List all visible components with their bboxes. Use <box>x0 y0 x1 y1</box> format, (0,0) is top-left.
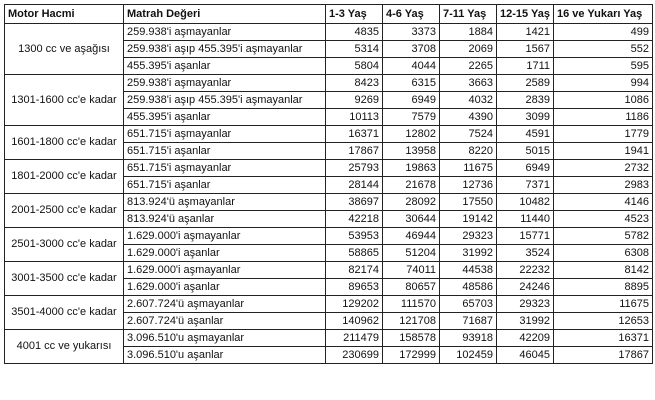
tax-value-cell: 42209 <box>497 330 554 347</box>
tax-value-cell: 82174 <box>326 262 383 279</box>
tax-value-cell: 12736 <box>440 177 497 194</box>
tax-value-cell: 3373 <box>383 24 440 41</box>
tax-value-cell: 13958 <box>383 143 440 160</box>
tax-value-cell: 10113 <box>326 109 383 126</box>
tax-value-cell: 499 <box>554 24 653 41</box>
table-row <box>5 262 653 279</box>
tax-value-cell: 51204 <box>383 245 440 262</box>
tax-value-cell: 2732 <box>554 160 653 177</box>
tax-value-cell: 1421 <box>497 24 554 41</box>
tax-value-cell: 4146 <box>554 194 653 211</box>
tax-value-cell: 994 <box>554 75 653 92</box>
matrah-degeri-cell: 1.629.000'i aşanlar <box>124 245 326 262</box>
tax-value-cell: 1779 <box>554 126 653 143</box>
tax-value-cell: 48586 <box>440 279 497 296</box>
tax-value-cell: 29323 <box>497 296 554 313</box>
tax-value-cell: 65703 <box>440 296 497 313</box>
header-motor-hacmi: Motor Hacmi <box>5 5 124 24</box>
tax-value-cell: 2589 <box>497 75 554 92</box>
tax-value-cell: 11440 <box>497 211 554 228</box>
tax-value-cell: 3099 <box>497 109 554 126</box>
motor-hacmi-cell: 4001 cc ve yukarısı <box>5 330 124 364</box>
tax-value-cell: 4523 <box>554 211 653 228</box>
matrah-degeri-cell: 259.938'i aşmayanlar <box>124 24 326 41</box>
tax-value-cell: 7579 <box>383 109 440 126</box>
tax-value-cell: 93918 <box>440 330 497 347</box>
table-row <box>5 228 653 245</box>
tax-value-cell: 74011 <box>383 262 440 279</box>
tax-value-cell: 19863 <box>383 160 440 177</box>
tax-value-cell: 5804 <box>326 58 383 75</box>
tax-value-cell: 4591 <box>497 126 554 143</box>
matrah-degeri-cell: 3.096.510'u aşanlar <box>124 347 326 364</box>
tax-value-cell: 17867 <box>326 143 383 160</box>
tax-value-cell: 595 <box>554 58 653 75</box>
tax-value-cell: 80657 <box>383 279 440 296</box>
tax-value-cell: 31992 <box>440 245 497 262</box>
tax-value-cell: 230699 <box>326 347 383 364</box>
table-row <box>5 126 653 143</box>
tax-value-cell: 17867 <box>554 347 653 364</box>
motor-hacmi-cell: 3501-4000 cc'e kadar <box>5 296 124 330</box>
header-16-ve-yukari-yas: 16 ve Yukarı Yaş <box>554 5 653 24</box>
header-12-15-yas: 12-15 Yaş <box>497 5 554 24</box>
tax-value-cell: 1941 <box>554 143 653 160</box>
tax-value-cell: 1711 <box>497 58 554 75</box>
table-row <box>5 330 653 347</box>
tax-value-cell: 21678 <box>383 177 440 194</box>
tax-value-cell: 3524 <box>497 245 554 262</box>
motor-hacmi-cell: 1301-1600 cc'e kadar <box>5 75 124 126</box>
tax-value-cell: 3663 <box>440 75 497 92</box>
tax-value-cell: 24246 <box>497 279 554 296</box>
matrah-degeri-cell: 2.607.724'ü aşmayanlar <box>124 296 326 313</box>
matrah-degeri-cell: 259.938'i aşıp 455.395'i aşmayanlar <box>124 41 326 58</box>
tax-value-cell: 22232 <box>497 262 554 279</box>
matrah-degeri-cell: 1.629.000'i aşanlar <box>124 279 326 296</box>
tax-value-cell: 28144 <box>326 177 383 194</box>
tax-value-cell: 4390 <box>440 109 497 126</box>
matrah-degeri-cell: 1.629.000'i aşmayanlar <box>124 228 326 245</box>
matrah-degeri-cell: 259.938'i aşmayanlar <box>124 75 326 92</box>
tax-value-cell: 11675 <box>554 296 653 313</box>
matrah-degeri-cell: 455.395'i aşanlar <box>124 109 326 126</box>
header-matrah-degeri: Matrah Değeri <box>124 5 326 24</box>
tax-value-cell: 15771 <box>497 228 554 245</box>
table-row <box>5 194 653 211</box>
tax-value-cell: 12802 <box>383 126 440 143</box>
tax-value-cell: 9269 <box>326 92 383 109</box>
tax-value-cell: 140962 <box>326 313 383 330</box>
tax-value-cell: 3708 <box>383 41 440 58</box>
tax-value-cell: 5782 <box>554 228 653 245</box>
tax-value-cell: 172999 <box>383 347 440 364</box>
motor-hacmi-cell: 1300 cc ve aşağısı <box>5 24 124 75</box>
motor-hacmi-cell: 2501-3000 cc'e kadar <box>5 228 124 262</box>
tax-value-cell: 4835 <box>326 24 383 41</box>
motor-hacmi-cell: 3001-3500 cc'e kadar <box>5 262 124 296</box>
header-4-6-yas: 4-6 Yaş <box>383 5 440 24</box>
tax-value-cell: 89653 <box>326 279 383 296</box>
header-row <box>5 5 653 24</box>
tax-value-cell: 25793 <box>326 160 383 177</box>
tax-value-cell: 38697 <box>326 194 383 211</box>
tax-value-cell: 4032 <box>440 92 497 109</box>
tax-value-cell: 6949 <box>383 92 440 109</box>
matrah-degeri-cell: 3.096.510'u aşmayanlar <box>124 330 326 347</box>
tax-value-cell: 19142 <box>440 211 497 228</box>
tax-value-cell: 4044 <box>383 58 440 75</box>
matrah-degeri-cell: 651.715'i aşmayanlar <box>124 126 326 143</box>
motor-hacmi-cell: 2001-2500 cc'e kadar <box>5 194 124 228</box>
tax-value-cell: 16371 <box>554 330 653 347</box>
tax-value-cell: 31992 <box>497 313 554 330</box>
tax-value-cell: 5314 <box>326 41 383 58</box>
matrah-degeri-cell: 651.715'i aşanlar <box>124 177 326 194</box>
tax-value-cell: 53953 <box>326 228 383 245</box>
tax-value-cell: 6315 <box>383 75 440 92</box>
tax-value-cell: 42218 <box>326 211 383 228</box>
tax-value-cell: 158578 <box>383 330 440 347</box>
tax-value-cell: 1086 <box>554 92 653 109</box>
table-row <box>5 75 653 92</box>
tax-value-cell: 7524 <box>440 126 497 143</box>
tax-value-cell: 16371 <box>326 126 383 143</box>
motor-hacmi-cell: 1601-1800 cc'e kadar <box>5 126 124 160</box>
tax-value-cell: 8895 <box>554 279 653 296</box>
tax-value-cell: 28092 <box>383 194 440 211</box>
tax-value-cell: 121708 <box>383 313 440 330</box>
tax-table <box>4 4 653 364</box>
table-row <box>5 24 653 41</box>
tax-value-cell: 5015 <box>497 143 554 160</box>
tax-value-cell: 552 <box>554 41 653 58</box>
tax-value-cell: 8220 <box>440 143 497 160</box>
tax-value-cell: 2265 <box>440 58 497 75</box>
motor-hacmi-cell: 1801-2000 cc'e kadar <box>5 160 124 194</box>
tax-value-cell: 6308 <box>554 245 653 262</box>
tax-value-cell: 29323 <box>440 228 497 245</box>
tax-value-cell: 2983 <box>554 177 653 194</box>
tax-value-cell: 8142 <box>554 262 653 279</box>
matrah-degeri-cell: 651.715'i aşmayanlar <box>124 160 326 177</box>
tax-value-cell: 102459 <box>440 347 497 364</box>
matrah-degeri-cell: 1.629.000'i aşmayanlar <box>124 262 326 279</box>
tax-table-container <box>4 4 652 396</box>
tax-value-cell: 7371 <box>497 177 554 194</box>
tax-value-cell: 1186 <box>554 109 653 126</box>
tax-value-cell: 2069 <box>440 41 497 58</box>
tax-value-cell: 2839 <box>497 92 554 109</box>
tax-value-cell: 58865 <box>326 245 383 262</box>
matrah-degeri-cell: 651.715'i aşanlar <box>124 143 326 160</box>
tax-value-cell: 1884 <box>440 24 497 41</box>
matrah-degeri-cell: 813.924'ü aşanlar <box>124 211 326 228</box>
tax-value-cell: 46944 <box>383 228 440 245</box>
tax-value-cell: 129202 <box>326 296 383 313</box>
header-1-3-yas: 1-3 Yaş <box>326 5 383 24</box>
tax-value-cell: 1567 <box>497 41 554 58</box>
table-body <box>5 24 653 364</box>
tax-value-cell: 8423 <box>326 75 383 92</box>
tax-value-cell: 10482 <box>497 194 554 211</box>
matrah-degeri-cell: 2.607.724'ü aşanlar <box>124 313 326 330</box>
matrah-degeri-cell: 813.924'ü aşmayanlar <box>124 194 326 211</box>
tax-value-cell: 11675 <box>440 160 497 177</box>
matrah-degeri-cell: 259.938'i aşıp 455.395'i aşmayanlar <box>124 92 326 109</box>
header-7-11-yas: 7-11 Yaş <box>440 5 497 24</box>
table-row <box>5 160 653 177</box>
tax-value-cell: 211479 <box>326 330 383 347</box>
tax-value-cell: 17550 <box>440 194 497 211</box>
tax-value-cell: 111570 <box>383 296 440 313</box>
tax-value-cell: 30644 <box>383 211 440 228</box>
tax-value-cell: 6949 <box>497 160 554 177</box>
tax-value-cell: 46045 <box>497 347 554 364</box>
tax-value-cell: 71687 <box>440 313 497 330</box>
matrah-degeri-cell: 455.395'i aşanlar <box>124 58 326 75</box>
tax-value-cell: 12653 <box>554 313 653 330</box>
tax-value-cell: 44538 <box>440 262 497 279</box>
table-row <box>5 296 653 313</box>
